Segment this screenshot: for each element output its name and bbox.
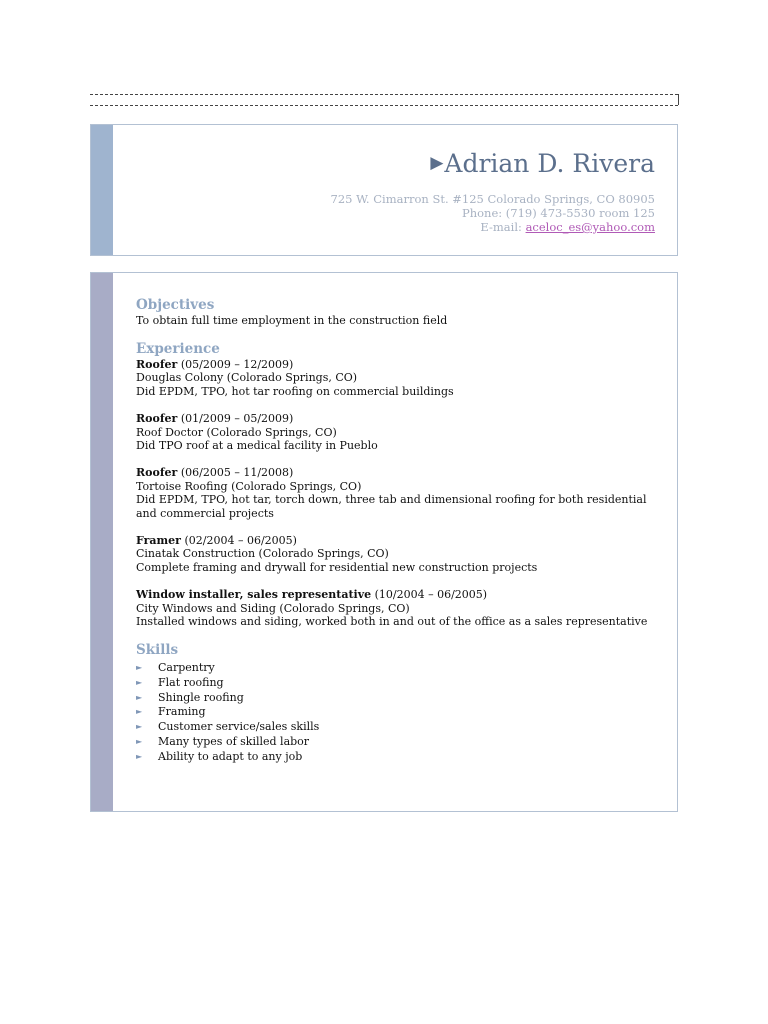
job-role: Roofer xyxy=(136,411,178,425)
name-text: Adrian D. Rivera xyxy=(444,149,655,178)
job-title xyxy=(136,466,666,480)
play-arrow-icon: ▶ xyxy=(430,153,444,173)
triangle-bullet-icon: ► xyxy=(136,707,143,717)
skill-item xyxy=(136,705,666,720)
job-role: Framer xyxy=(136,533,181,547)
job-description: Did EPDM, TPO, hot tar roofing on commercial buildings xyxy=(136,385,454,399)
skill-text: Framing xyxy=(158,705,206,719)
job-title xyxy=(136,412,666,426)
skill-text: Flat roofing xyxy=(158,675,224,689)
job-company: City Windows and Siding (Colorado Springs, CO) xyxy=(136,601,410,615)
job-entry xyxy=(136,412,666,453)
job-company: Tortoise Roofing (Colorado Springs, CO) xyxy=(136,479,362,493)
body-accent-bar xyxy=(91,273,113,811)
job-description: Installed windows and siding, worked both in and out of the office as a sales representative xyxy=(136,615,648,629)
job-title xyxy=(136,358,666,372)
job-entry xyxy=(136,534,666,575)
email-label: E-mail: xyxy=(480,220,526,234)
skill-text: Customer service/sales skills xyxy=(158,720,320,734)
job-entry xyxy=(136,466,666,521)
job-company: Douglas Colony (Colorado Springs, CO) xyxy=(136,371,358,385)
resume-content xyxy=(136,297,666,765)
skills-list xyxy=(136,661,666,765)
email-link[interactable]: aceloc_es@yahoo.com xyxy=(525,220,655,234)
skill-item xyxy=(136,661,666,676)
header-accent-bar xyxy=(91,125,113,255)
skill-item xyxy=(136,676,666,691)
job-role: Roofer xyxy=(136,465,178,479)
triangle-bullet-icon: ► xyxy=(136,677,143,687)
objectives-heading: Objectives xyxy=(136,297,215,313)
job-entry xyxy=(136,588,666,629)
job-description: Complete framing and drywall for residential new construction projects xyxy=(136,561,538,575)
job-title xyxy=(136,588,666,602)
dashed-rule-bottom xyxy=(90,105,678,106)
skill-text: Many types of skilled labor xyxy=(158,734,310,748)
resume-name xyxy=(430,149,655,178)
job-dates: (06/2005 – 11/2008) xyxy=(177,465,294,479)
job-dates: (10/2004 – 06/2005) xyxy=(371,587,488,601)
triangle-bullet-icon: ► xyxy=(136,751,143,761)
skill-text: Ability to adapt to any job xyxy=(158,749,303,763)
job-dates: (02/2004 – 06/2005) xyxy=(180,533,297,547)
dashed-rule-top xyxy=(90,94,678,95)
resume-header xyxy=(90,124,678,256)
job-entry xyxy=(136,358,666,399)
email-line xyxy=(331,220,655,234)
triangle-bullet-icon: ► xyxy=(136,722,143,732)
job-title xyxy=(136,534,666,548)
skills-heading: Skills xyxy=(136,641,179,658)
job-role: Roofer xyxy=(136,357,178,371)
skill-item xyxy=(136,691,666,706)
job-role: Window installer, sales representative xyxy=(136,587,372,601)
phone-text: Phone: (719) 473-5530 room 125 xyxy=(461,206,655,220)
resume-body xyxy=(90,272,678,812)
job-company: Roof Doctor (Colorado Springs, CO) xyxy=(136,425,337,439)
dashed-rule-corner xyxy=(675,94,679,105)
job-description: Did TPO roof at a medical facility in Pueblo xyxy=(136,439,378,453)
skill-text: Carpentry xyxy=(158,660,215,674)
skill-text: Shingle roofing xyxy=(158,690,244,704)
triangle-bullet-icon: ► xyxy=(136,736,143,746)
contact-block xyxy=(331,192,655,234)
objectives-text: To obtain full time employment in the construction field xyxy=(136,314,448,327)
job-dates: (05/2009 – 12/2009) xyxy=(177,357,294,371)
skill-item xyxy=(136,720,666,735)
job-description: Did EPDM, TPO, hot tar, torch down, three tab and dimensional roofing for both residential and commercial projects xyxy=(136,493,647,521)
skill-item xyxy=(136,750,666,765)
job-company: Cinatak Construction (Colorado Springs, CO) xyxy=(136,547,389,561)
address-text: 725 W. Cimarron St. #125 Colorado Springs, CO 80905 xyxy=(330,192,655,206)
triangle-bullet-icon: ► xyxy=(136,692,143,702)
job-dates: (01/2009 – 05/2009) xyxy=(177,411,294,425)
experience-heading: Experience xyxy=(136,340,220,357)
triangle-bullet-icon: ► xyxy=(136,662,143,672)
skill-item xyxy=(136,735,666,750)
